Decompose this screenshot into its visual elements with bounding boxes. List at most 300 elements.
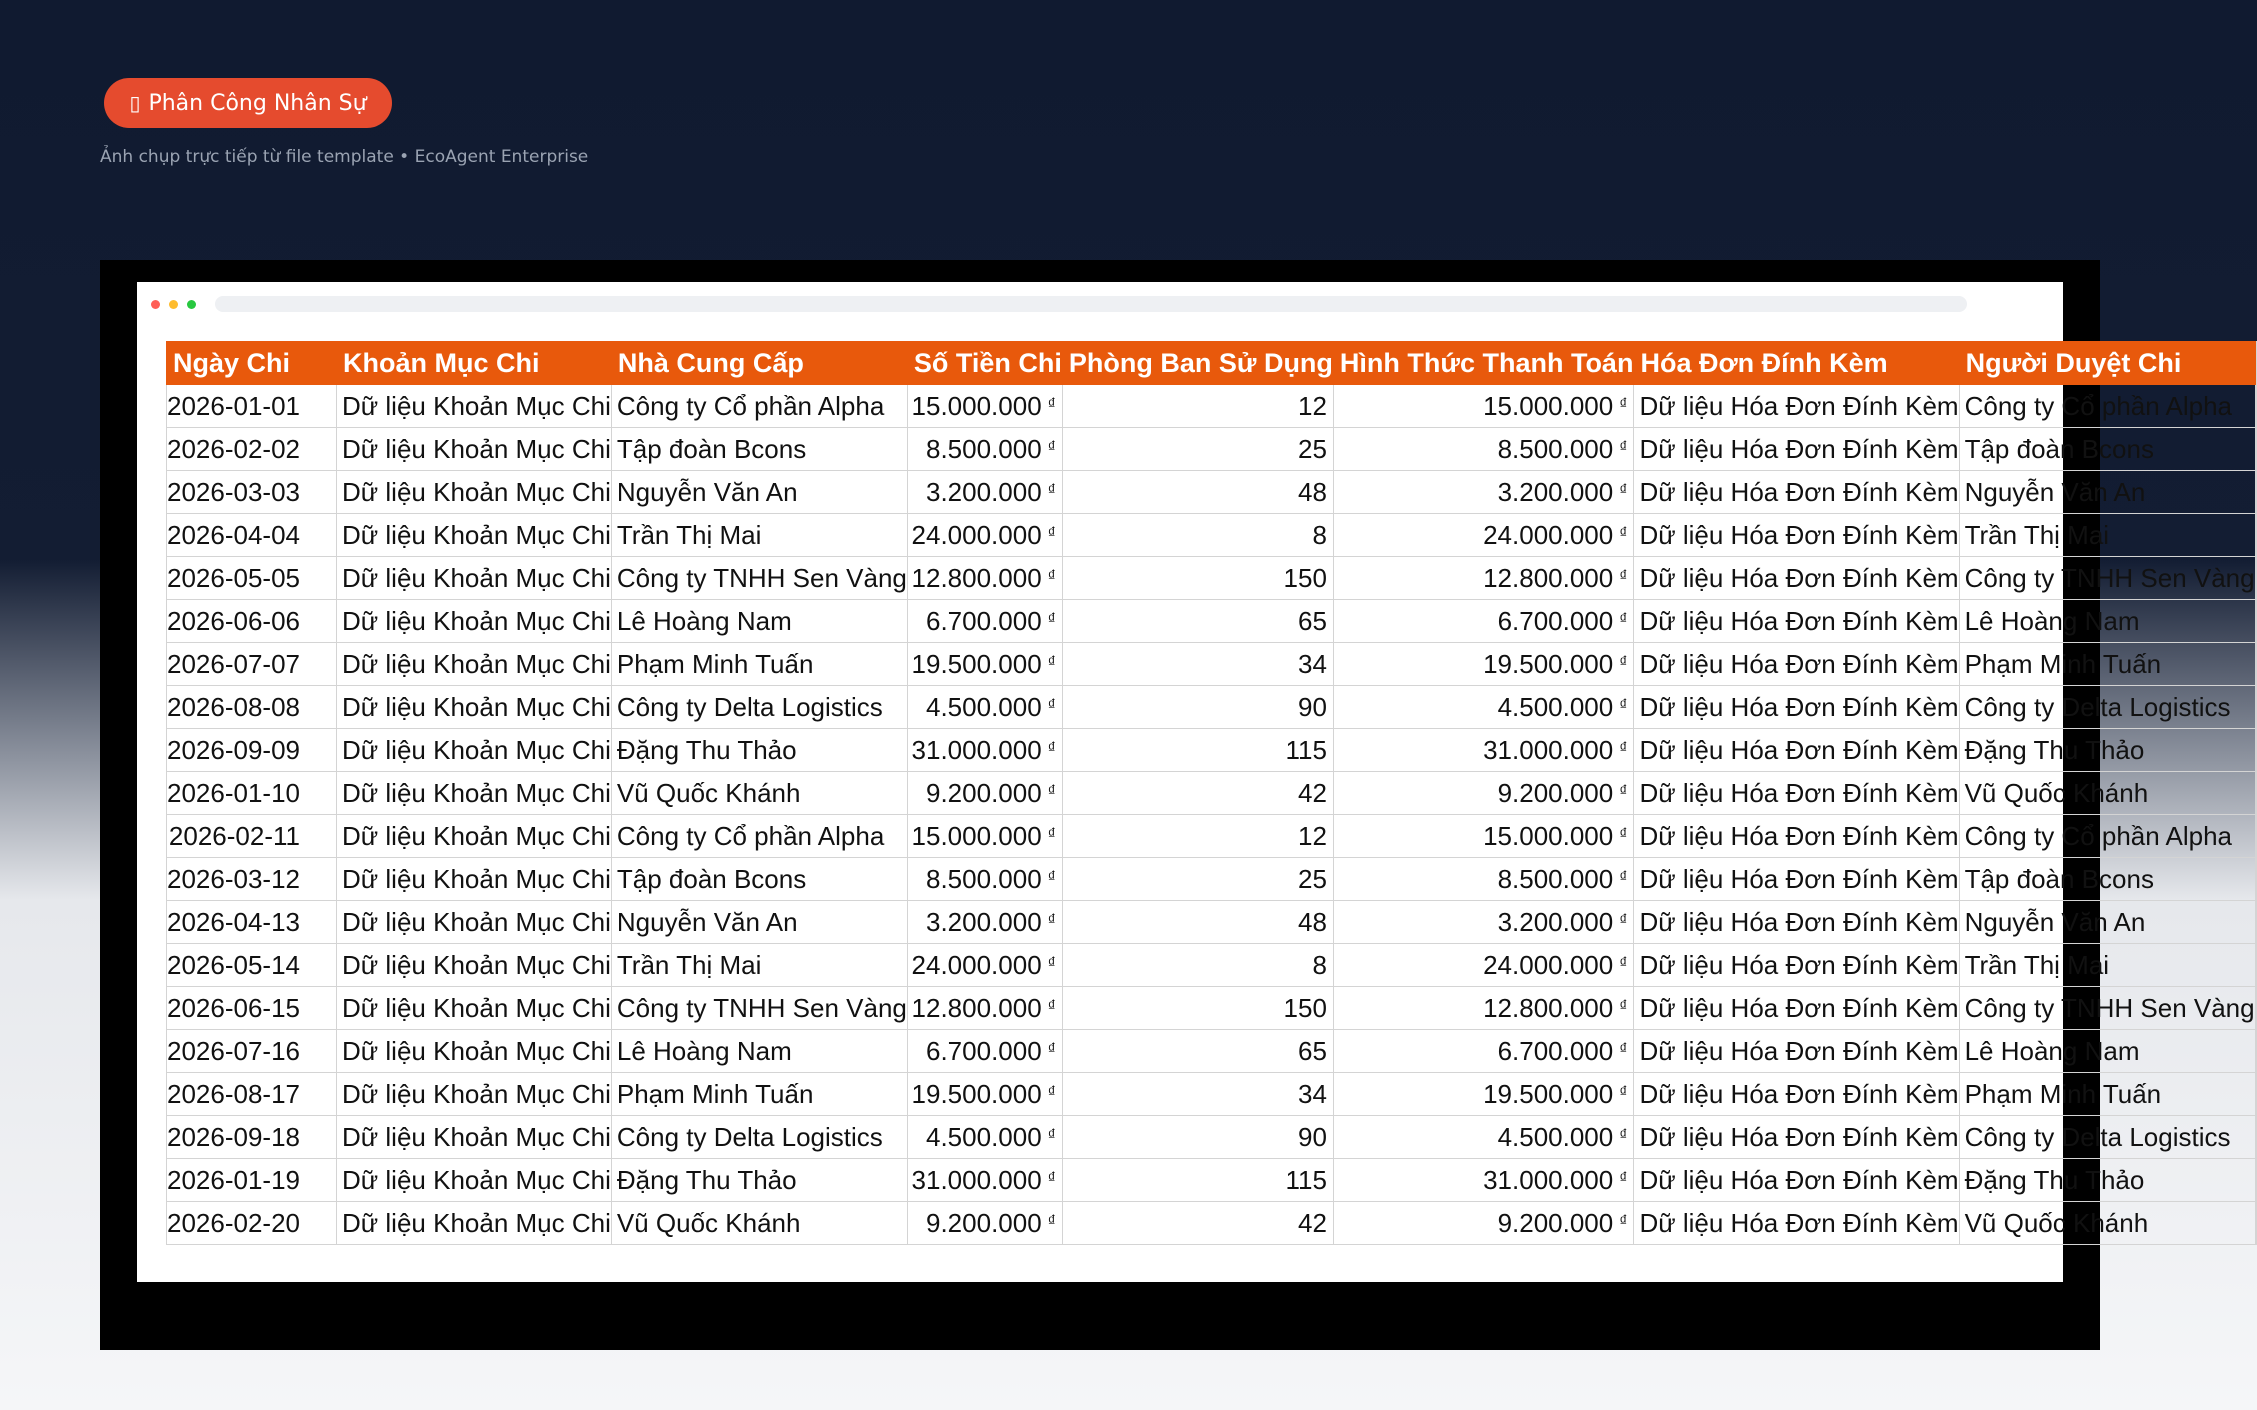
cell-amount[interactable] — [907, 1116, 1062, 1159]
cell-value: Dữ liệu Hóa Đơn Đính Kèm — [1639, 777, 1959, 808]
cell-date[interactable] — [167, 385, 337, 428]
cell-value: Dữ liệu Khoản Mục Chi — [342, 777, 611, 808]
cell-date[interactable] — [167, 1202, 337, 1245]
cell-date[interactable] — [167, 600, 337, 643]
cell-approver[interactable] — [1959, 1073, 2255, 1116]
currency-symbol: ₫ — [1619, 696, 1628, 714]
cell-invoice[interactable] — [1634, 385, 1959, 428]
empty-cell[interactable] — [2255, 1159, 2256, 1202]
cell-value: 2026-09-18 — [167, 1121, 300, 1152]
cell-date[interactable] — [167, 428, 337, 471]
empty-cell[interactable] — [2255, 557, 2256, 600]
cell-approver[interactable] — [1959, 729, 2255, 772]
cell-date[interactable] — [167, 1116, 337, 1159]
cell-amount[interactable] — [907, 385, 1062, 428]
cell-payment-method[interactable] — [1333, 729, 1634, 772]
cell-date[interactable] — [167, 1073, 337, 1116]
currency-symbol: ₫ — [1619, 739, 1628, 757]
cell-department[interactable] — [1062, 815, 1333, 858]
cell-amount[interactable] — [907, 1159, 1062, 1202]
cell-approver[interactable] — [1959, 1202, 2255, 1245]
cell-supplier[interactable] — [611, 686, 907, 729]
cell-value: Dữ liệu Khoản Mục Chi — [342, 1121, 611, 1152]
cell-supplier[interactable] — [611, 858, 907, 901]
cell-expense-item[interactable] — [337, 772, 612, 815]
cell-value: 4.500.000 — [1497, 1121, 1614, 1152]
cell-department[interactable] — [1062, 772, 1333, 815]
cell-value: 25 — [1298, 433, 1327, 464]
cell-approver[interactable] — [1959, 643, 2255, 686]
cell-value: 2026-01-19 — [167, 1164, 300, 1195]
cell-value: 2026-09-09 — [167, 734, 300, 765]
cell-approver[interactable] — [1959, 557, 2255, 600]
cell-expense-item[interactable] — [337, 600, 612, 643]
cell-approver[interactable] — [1959, 514, 2255, 557]
cell-invoice[interactable] — [1634, 858, 1959, 901]
cell-payment-method[interactable] — [1333, 686, 1634, 729]
table-row — [167, 858, 2257, 901]
cell-approver[interactable] — [1959, 471, 2255, 514]
cell-value: Dữ liệu Khoản Mục Chi — [342, 605, 611, 636]
cell-payment-method[interactable] — [1333, 772, 1634, 815]
cell-expense-item[interactable] — [337, 1159, 612, 1202]
cell-payment-method[interactable] — [1333, 1159, 1634, 1202]
currency-symbol: ₫ — [1619, 1083, 1628, 1101]
currency-symbol: ₫ — [1619, 954, 1628, 972]
maximize-dot-icon — [187, 300, 196, 309]
table-row — [167, 944, 2257, 987]
header-payment-method[interactable]: Hình Thức Thanh Toán — [1333, 342, 1634, 385]
cell-value: Dữ liệu Khoản Mục Chi — [342, 691, 611, 722]
table-row — [167, 1116, 2257, 1159]
cell-invoice[interactable] — [1634, 815, 1959, 858]
cell-payment-method[interactable] — [1333, 944, 1634, 987]
cell-approver[interactable] — [1959, 772, 2255, 815]
table-row — [167, 1030, 2257, 1073]
cell-department[interactable] — [1062, 729, 1333, 772]
cell-approver[interactable] — [1959, 815, 2255, 858]
currency-symbol: ₫ — [1619, 481, 1628, 499]
cell-value: 2026-07-16 — [167, 1035, 300, 1066]
empty-cell[interactable] — [2255, 1116, 2256, 1159]
cell-amount[interactable] — [907, 686, 1062, 729]
cell-amount[interactable] — [907, 772, 1062, 815]
header-invoice[interactable]: Hóa Đơn Đính Kèm — [1634, 342, 1959, 385]
cell-payment-method[interactable] — [1333, 514, 1634, 557]
currency-symbol: ₫ — [1047, 610, 1056, 628]
cell-expense-item[interactable] — [337, 514, 612, 557]
cell-date[interactable] — [167, 815, 337, 858]
cell-date[interactable] — [167, 471, 337, 514]
cell-payment-method[interactable] — [1333, 1202, 1634, 1245]
cell-value: 24.000.000 — [1483, 519, 1614, 550]
browser-window — [137, 282, 2255, 1282]
cell-amount[interactable] — [907, 815, 1062, 858]
cell-supplier[interactable] — [611, 772, 907, 815]
cell-value: 12.800.000 — [1483, 562, 1614, 593]
cell-value: Dữ liệu Khoản Mục Chi — [342, 1035, 611, 1066]
currency-symbol: ₫ — [1047, 1212, 1056, 1230]
cell-invoice[interactable] — [1634, 600, 1959, 643]
cell-supplier[interactable] — [611, 729, 907, 772]
users-icon: ▯ — [129, 91, 141, 115]
cell-value: 6.700.000 — [926, 605, 1042, 636]
cell-value: 150 — [1283, 992, 1327, 1023]
cell-expense-item[interactable] — [337, 729, 612, 772]
cell-value: 8 — [1312, 519, 1327, 550]
cell-payment-method[interactable] — [1333, 1073, 1634, 1116]
cell-value: 24.000.000 — [911, 519, 1042, 550]
empty-cell[interactable] — [2255, 428, 2256, 471]
cell-value: Nguyễn Văn An — [616, 476, 798, 507]
cell-value: Công ty TNHH Sen Vàng — [1964, 992, 2255, 1023]
cell-value: Lê Hoàng Nam — [616, 605, 792, 636]
cell-approver[interactable] — [1959, 1159, 2255, 1202]
cell-date[interactable] — [167, 643, 337, 686]
cell-amount[interactable] — [907, 514, 1062, 557]
cell-department[interactable] — [1062, 385, 1333, 428]
cell-value: 3.200.000 — [926, 476, 1042, 507]
cell-supplier[interactable] — [611, 600, 907, 643]
cell-value: Trần Thị Mai — [1964, 949, 2110, 980]
cell-value: 90 — [1298, 691, 1327, 722]
currency-symbol: ₫ — [1619, 825, 1628, 843]
cell-department[interactable] — [1062, 987, 1333, 1030]
cell-value: 65 — [1298, 1035, 1327, 1066]
cell-date[interactable] — [167, 514, 337, 557]
currency-symbol: ₫ — [1619, 653, 1628, 671]
empty-cell[interactable] — [2255, 514, 2256, 557]
cell-value: Dữ liệu Khoản Mục Chi — [342, 1207, 611, 1238]
cell-expense-item[interactable] — [337, 471, 612, 514]
cell-value: Nguyễn Văn An — [1964, 906, 2146, 937]
cell-value: 8 — [1312, 949, 1327, 980]
empty-cell[interactable] — [2255, 1030, 2256, 1073]
empty-cell[interactable] — [2255, 858, 2256, 901]
cell-value: Dữ liệu Khoản Mục Chi — [342, 648, 611, 679]
cell-invoice[interactable] — [1634, 1030, 1959, 1073]
cell-invoice[interactable] — [1634, 643, 1959, 686]
cell-value: Dữ liệu Hóa Đơn Đính Kèm — [1639, 390, 1959, 421]
table-row — [167, 686, 2257, 729]
cell-value: 19.500.000 — [911, 1078, 1042, 1109]
cell-supplier[interactable] — [611, 815, 907, 858]
cell-value: 6.700.000 — [1497, 605, 1614, 636]
empty-cell[interactable] — [2255, 643, 2256, 686]
cell-date[interactable] — [167, 944, 337, 987]
cell-expense-item[interactable] — [337, 1116, 612, 1159]
cell-department[interactable] — [1062, 1159, 1333, 1202]
cell-invoice[interactable] — [1634, 1073, 1959, 1116]
cell-payment-method[interactable] — [1333, 901, 1634, 944]
cell-date[interactable] — [167, 1030, 337, 1073]
cell-payment-method[interactable] — [1333, 987, 1634, 1030]
cell-supplier[interactable] — [611, 1202, 907, 1245]
cell-expense-item[interactable] — [337, 1202, 612, 1245]
cell-amount[interactable] — [907, 643, 1062, 686]
cell-amount[interactable] — [907, 1073, 1062, 1116]
cell-value: Dữ liệu Hóa Đơn Đính Kèm — [1639, 476, 1959, 507]
cell-payment-method[interactable] — [1333, 815, 1634, 858]
empty-cell[interactable] — [2255, 987, 2256, 1030]
spreadsheet — [166, 341, 2257, 1245]
cell-amount[interactable] — [907, 1030, 1062, 1073]
cell-date[interactable] — [167, 901, 337, 944]
cell-amount[interactable] — [907, 858, 1062, 901]
cell-date[interactable] — [167, 987, 337, 1030]
cell-approver[interactable] — [1959, 901, 2255, 944]
cell-expense-item[interactable] — [337, 643, 612, 686]
cell-value: 4.500.000 — [1497, 691, 1614, 722]
cell-value: 2026-07-07 — [167, 648, 300, 679]
cell-supplier[interactable] — [611, 643, 907, 686]
cell-approver[interactable] — [1959, 385, 2255, 428]
cell-date[interactable] — [167, 858, 337, 901]
cell-invoice[interactable] — [1634, 471, 1959, 514]
cell-value: 2026-03-03 — [167, 476, 300, 507]
cell-value: 31.000.000 — [911, 734, 1042, 765]
cell-date[interactable] — [167, 729, 337, 772]
cell-department[interactable] — [1062, 643, 1333, 686]
cell-payment-method[interactable] — [1333, 1030, 1634, 1073]
empty-cell[interactable] — [2255, 944, 2256, 987]
cell-supplier[interactable] — [611, 1159, 907, 1202]
header-approver[interactable]: Người Duyệt Chi — [1959, 342, 2255, 385]
cell-invoice[interactable] — [1634, 987, 1959, 1030]
empty-cell[interactable] — [2255, 901, 2256, 944]
cell-supplier[interactable] — [611, 514, 907, 557]
cell-amount[interactable] — [907, 729, 1062, 772]
cell-value: 2026-03-12 — [167, 863, 300, 894]
cell-value: 24.000.000 — [911, 949, 1042, 980]
cell-date[interactable] — [167, 1159, 337, 1202]
cell-invoice[interactable] — [1634, 729, 1959, 772]
cell-value: Nguyễn Văn An — [616, 906, 798, 937]
cell-department[interactable] — [1062, 428, 1333, 471]
cell-value: Dữ liệu Hóa Đơn Đính Kèm — [1639, 992, 1959, 1023]
header-empty-cell[interactable] — [2255, 342, 2256, 385]
cell-supplier[interactable] — [611, 1116, 907, 1159]
cell-value: Đặng Thu Thảo — [1964, 734, 2145, 765]
currency-symbol: ₫ — [1047, 696, 1056, 714]
cell-invoice[interactable] — [1634, 514, 1959, 557]
cell-amount[interactable] — [907, 471, 1062, 514]
cell-value: 3.200.000 — [1497, 476, 1614, 507]
cell-amount[interactable] — [907, 901, 1062, 944]
empty-cell[interactable] — [2255, 600, 2256, 643]
cell-expense-item[interactable] — [337, 815, 612, 858]
cell-value: Trần Thị Mai — [616, 519, 762, 550]
cell-value: 12 — [1298, 820, 1327, 851]
header-department[interactable]: Phòng Ban Sử Dụng — [1062, 342, 1333, 385]
cell-value: Dữ liệu Khoản Mục Chi — [342, 992, 611, 1023]
empty-cell[interactable] — [2255, 686, 2256, 729]
currency-symbol: ₫ — [1619, 1040, 1628, 1058]
cell-value: Dữ liệu Khoản Mục Chi — [342, 1078, 611, 1109]
cell-value: Công ty Cổ phần Alpha — [1964, 390, 2233, 421]
cell-value: Dữ liệu Khoản Mục Chi — [342, 433, 611, 464]
cell-value: 12.800.000 — [911, 992, 1042, 1023]
cell-expense-item[interactable] — [337, 858, 612, 901]
cell-department[interactable] — [1062, 600, 1333, 643]
cell-expense-item[interactable] — [337, 1030, 612, 1073]
cell-value: 48 — [1298, 476, 1327, 507]
cell-expense-item[interactable] — [337, 428, 612, 471]
cell-invoice[interactable] — [1634, 944, 1959, 987]
cell-payment-method[interactable] — [1333, 858, 1634, 901]
cell-value: Lê Hoàng Nam — [1964, 1035, 2140, 1066]
cell-amount[interactable] — [907, 944, 1062, 987]
cell-value: 42 — [1298, 777, 1327, 808]
currency-symbol: ₫ — [1619, 524, 1628, 542]
cell-value: Tập đoàn Bcons — [1964, 863, 2154, 894]
cell-payment-method[interactable] — [1333, 471, 1634, 514]
empty-cell[interactable] — [2255, 1073, 2256, 1116]
cell-approver[interactable] — [1959, 858, 2255, 901]
cell-value: Dữ liệu Hóa Đơn Đính Kèm — [1639, 906, 1959, 937]
cell-value: Tập đoàn Bcons — [1964, 433, 2154, 464]
cell-value: 19.500.000 — [911, 648, 1042, 679]
cell-value: Công ty Delta Logistics — [1964, 1121, 2231, 1152]
table-row — [167, 643, 2257, 686]
cell-approver[interactable] — [1959, 987, 2255, 1030]
cell-department[interactable] — [1062, 514, 1333, 557]
cell-supplier[interactable] — [611, 471, 907, 514]
cell-payment-method[interactable] — [1333, 643, 1634, 686]
cell-approver[interactable] — [1959, 1030, 2255, 1073]
cell-value: Dữ liệu Hóa Đơn Đính Kèm — [1639, 691, 1959, 722]
cell-value: Dữ liệu Khoản Mục Chi — [342, 820, 611, 851]
cell-value: 8.500.000 — [1497, 433, 1614, 464]
cell-value: Dữ liệu Hóa Đơn Đính Kèm — [1639, 1078, 1959, 1109]
cell-department[interactable] — [1062, 1202, 1333, 1245]
cell-department[interactable] — [1062, 1030, 1333, 1073]
cell-supplier[interactable] — [611, 1030, 907, 1073]
cell-department[interactable] — [1062, 944, 1333, 987]
cell-payment-method[interactable] — [1333, 557, 1634, 600]
cell-value: 31.000.000 — [1483, 734, 1614, 765]
cell-invoice[interactable] — [1634, 1159, 1959, 1202]
empty-cell[interactable] — [2255, 729, 2256, 772]
cell-invoice[interactable] — [1634, 772, 1959, 815]
cell-expense-item[interactable] — [337, 1073, 612, 1116]
empty-cell[interactable] — [2255, 385, 2256, 428]
cell-department[interactable] — [1062, 557, 1333, 600]
cell-department[interactable] — [1062, 471, 1333, 514]
table-row — [167, 1073, 2257, 1116]
table-row — [167, 1159, 2257, 1202]
cell-approver[interactable] — [1959, 600, 2255, 643]
cell-value: 115 — [1285, 734, 1327, 765]
cell-payment-method[interactable] — [1333, 600, 1634, 643]
cell-value: 9.200.000 — [1497, 777, 1614, 808]
cell-invoice[interactable] — [1634, 557, 1959, 600]
cell-invoice[interactable] — [1634, 1116, 1959, 1159]
cell-value: 48 — [1298, 906, 1327, 937]
cell-value: Công ty Cổ phần Alpha — [616, 390, 885, 421]
cell-supplier[interactable] — [611, 987, 907, 1030]
cell-invoice[interactable] — [1634, 428, 1959, 471]
cell-payment-method[interactable] — [1333, 428, 1634, 471]
cell-approver[interactable] — [1959, 944, 2255, 987]
cell-amount[interactable] — [907, 600, 1062, 643]
table-row — [167, 600, 2257, 643]
address-bar — [215, 296, 1967, 312]
currency-symbol: ₫ — [1047, 653, 1056, 671]
currency-symbol: ₫ — [1619, 610, 1628, 628]
cell-value: Dữ liệu Hóa Đơn Đính Kèm — [1639, 1035, 1959, 1066]
header-expense-item[interactable]: Khoản Mục Chi — [337, 342, 612, 385]
cell-payment-method[interactable] — [1333, 1116, 1634, 1159]
cell-department[interactable] — [1062, 1073, 1333, 1116]
cell-value: Dữ liệu Hóa Đơn Đính Kèm — [1639, 562, 1959, 593]
cell-supplier[interactable] — [611, 385, 907, 428]
cell-supplier[interactable] — [611, 557, 907, 600]
cell-expense-item[interactable] — [337, 987, 612, 1030]
cell-supplier[interactable] — [611, 428, 907, 471]
cell-value: 31.000.000 — [1483, 1164, 1614, 1195]
cell-value: Tập đoàn Bcons — [616, 863, 807, 894]
cell-supplier[interactable] — [611, 1073, 907, 1116]
cell-department[interactable] — [1062, 901, 1333, 944]
table-row — [167, 901, 2257, 944]
empty-cell[interactable] — [2255, 1202, 2256, 1245]
cell-expense-item[interactable] — [337, 901, 612, 944]
cell-approver[interactable] — [1959, 1116, 2255, 1159]
cell-expense-item[interactable] — [337, 944, 612, 987]
cell-amount[interactable] — [907, 428, 1062, 471]
empty-cell[interactable] — [2255, 815, 2256, 858]
cell-amount[interactable] — [907, 987, 1062, 1030]
header-supplier[interactable]: Nhà Cung Cấp — [611, 342, 907, 385]
cell-department[interactable] — [1062, 858, 1333, 901]
currency-symbol: ₫ — [1047, 524, 1056, 542]
cell-invoice[interactable] — [1634, 686, 1959, 729]
currency-symbol: ₫ — [1619, 438, 1628, 456]
cell-value: 2026-04-04 — [167, 519, 300, 550]
cell-expense-item[interactable] — [337, 686, 612, 729]
cell-approver[interactable] — [1959, 428, 2255, 471]
cell-invoice[interactable] — [1634, 1202, 1959, 1245]
cell-department[interactable] — [1062, 1116, 1333, 1159]
cell-value: Dữ liệu Khoản Mục Chi — [342, 1164, 611, 1195]
cell-invoice[interactable] — [1634, 901, 1959, 944]
cell-value: 8.500.000 — [1497, 863, 1614, 894]
empty-cell[interactable] — [2255, 471, 2256, 514]
cell-payment-method[interactable] — [1333, 385, 1634, 428]
cell-value: Dữ liệu Hóa Đơn Đính Kèm — [1639, 734, 1959, 765]
cell-amount[interactable] — [907, 557, 1062, 600]
cell-date[interactable] — [167, 772, 337, 815]
cell-value: 2026-06-06 — [167, 605, 300, 636]
header-date[interactable]: Ngày Chi — [167, 342, 337, 385]
cell-value: Dữ liệu Khoản Mục Chi — [342, 562, 611, 593]
cell-supplier[interactable] — [611, 944, 907, 987]
assign-staff-button[interactable] — [104, 78, 392, 128]
cell-amount[interactable] — [907, 1202, 1062, 1245]
cell-expense-item[interactable] — [337, 557, 612, 600]
cell-supplier[interactable] — [611, 901, 907, 944]
cell-date[interactable] — [167, 686, 337, 729]
cell-approver[interactable] — [1959, 686, 2255, 729]
cell-department[interactable] — [1062, 686, 1333, 729]
cell-date[interactable] — [167, 557, 337, 600]
header-amount[interactable]: Số Tiền Chi — [907, 342, 1062, 385]
cell-expense-item[interactable] — [337, 385, 612, 428]
empty-cell[interactable] — [2255, 772, 2256, 815]
currency-symbol: ₫ — [1619, 1212, 1628, 1230]
cell-value: Dữ liệu Khoản Mục Chi — [342, 390, 611, 421]
